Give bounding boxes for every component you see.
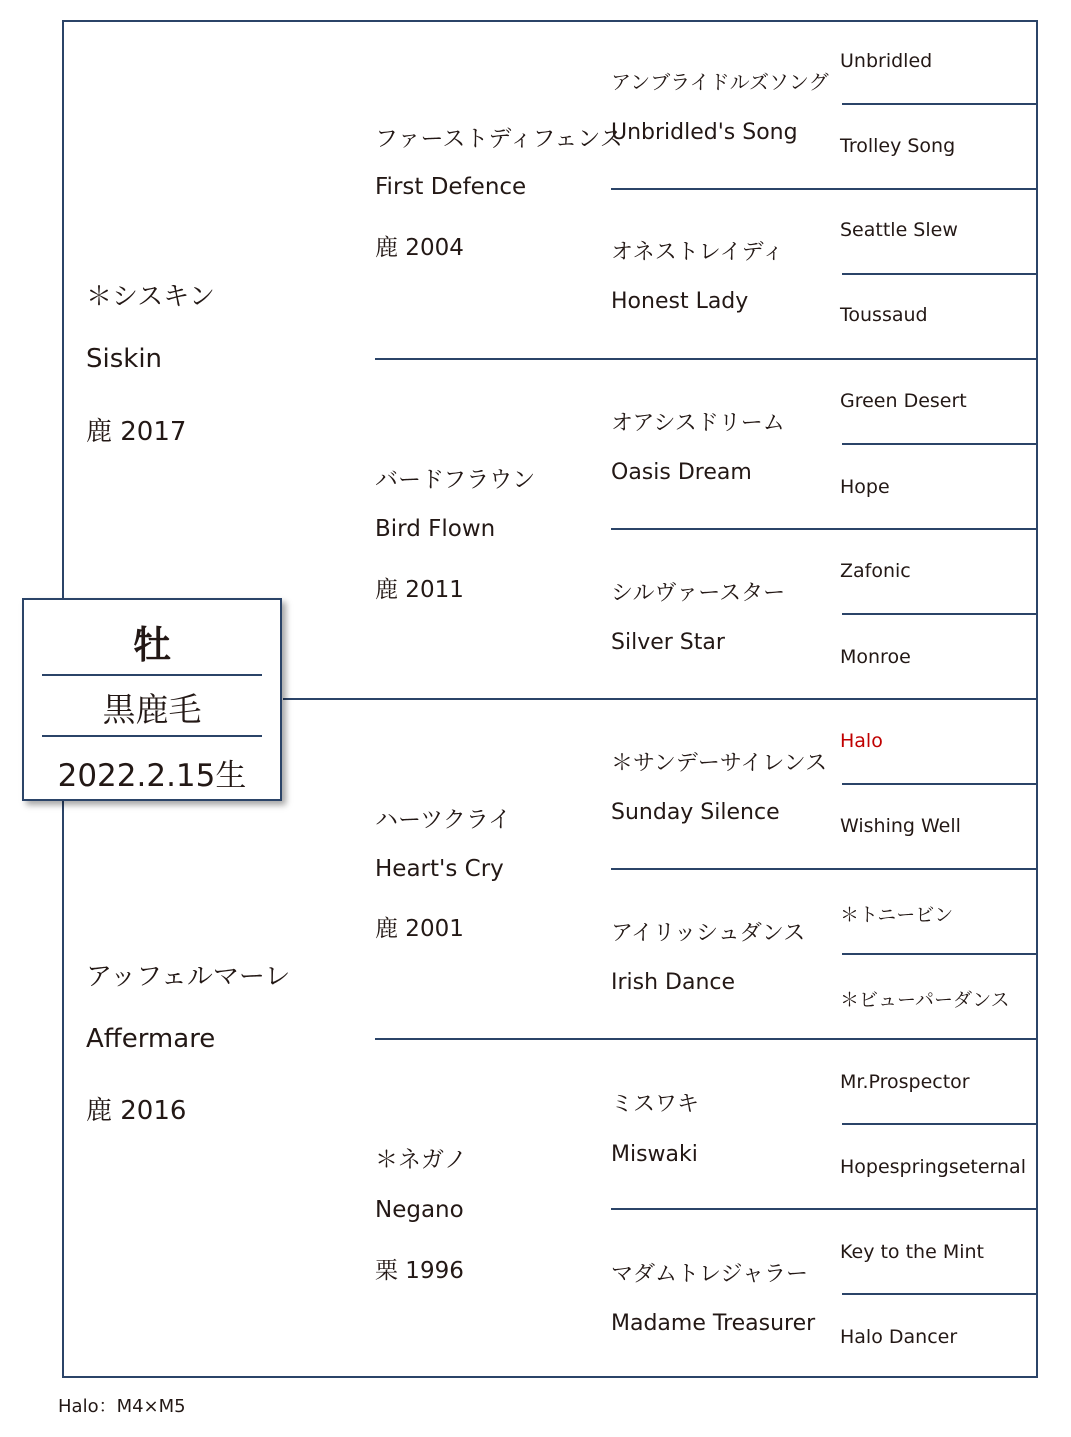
divider-gen4	[842, 443, 1038, 445]
sds-name-ja: オアシスドリーム	[611, 411, 785, 436]
divider-gen4	[842, 613, 1038, 615]
divider-gen3	[611, 1208, 1038, 1210]
ddsd-name: Hopespringseternal	[840, 1156, 1026, 1178]
sex-label: 牡	[132, 623, 171, 667]
dd-name-en: Negano	[375, 1197, 464, 1223]
ds-name-ja: ハーツクライ	[375, 807, 512, 833]
dds-name-ja: ミスワキ	[611, 1092, 700, 1117]
sdss-name: Green Desert	[840, 390, 967, 412]
dss-name-en: Sunday Silence	[611, 800, 780, 825]
coat-color-label: 黒鹿毛	[102, 690, 202, 729]
dsd-name-ja: アイリッシュダンス	[611, 921, 806, 946]
sss-name-en: Unbridled's Song	[611, 120, 798, 145]
inbreeding-note: Halo：M4×M5	[58, 1396, 186, 1417]
sds-name-en: Oasis Dream	[611, 460, 752, 485]
dsds-name: ＊トニービン	[840, 904, 954, 926]
sd-name-ja: バードフラウン	[375, 467, 536, 493]
divider-gen4	[842, 1293, 1038, 1295]
ddd-name-ja: マダムトレジャラー	[611, 1262, 809, 1287]
ssd-name-ja: オネストレイディ	[611, 240, 784, 265]
divider-gen3	[611, 868, 1038, 870]
dds-name-en: Miswaki	[611, 1142, 698, 1167]
divider-sire-dam	[283, 698, 1038, 700]
sdsd-name: Hope	[840, 476, 890, 498]
divider-gen4	[842, 273, 1038, 275]
badge-divider	[42, 735, 262, 737]
divider-gen4	[842, 783, 1038, 785]
ss-name-ja: ファーストディフェンス	[375, 126, 623, 152]
ssd-name-en: Honest Lady	[611, 289, 749, 314]
sssd-name: Trolley Song	[840, 135, 956, 157]
dsd-name-en: Irish Dance	[611, 970, 736, 995]
dam-info: 鹿 2016	[86, 1096, 187, 1126]
divider-gen4	[842, 103, 1038, 105]
ssds-name: Seattle Slew	[840, 219, 958, 241]
dddd-name: Halo Dancer	[840, 1326, 958, 1348]
birth-date-label: 2022.2.15生	[57, 758, 247, 794]
sd-name-en: Bird Flown	[375, 516, 496, 542]
badge-divider	[42, 674, 262, 676]
subject-badge	[22, 598, 282, 801]
sdd-name-ja: シルヴァースター	[611, 581, 786, 606]
dss-name-ja: ＊サンデーサイレンス	[611, 751, 828, 776]
ds-name-en: Heart's Cry	[375, 856, 504, 882]
dd-name-ja: ＊ネガノ	[375, 1147, 467, 1173]
sddd-name: Monroe	[840, 646, 911, 668]
dsdd-name: ＊ビューパーダンス	[840, 989, 1010, 1011]
sdds-name: Zafonic	[840, 560, 911, 582]
ddds-name: Key to the Mint	[840, 1241, 984, 1263]
dam-name-en: Affermare	[86, 1024, 216, 1054]
sire-info: 鹿 2017	[86, 417, 187, 447]
divider-gen2	[375, 358, 1038, 360]
dsss-name-highlight: Halo	[840, 730, 883, 752]
sd-info: 鹿 2011	[375, 577, 464, 603]
divider-gen3	[611, 188, 1038, 190]
divider-gen3	[611, 528, 1038, 530]
ddss-name: Mr.Prospector	[840, 1071, 970, 1093]
ss-info: 鹿 2004	[375, 235, 464, 261]
dd-info: 栗 1996	[375, 1258, 464, 1284]
ssdd-name: Toussaud	[840, 304, 928, 326]
dssd-name: Wishing Well	[840, 815, 961, 837]
divider-gen4	[842, 953, 1038, 955]
divider-gen4	[842, 1123, 1038, 1125]
ssss-name: Unbridled	[840, 50, 933, 72]
ss-name-en: First Defence	[375, 174, 527, 200]
sdd-name-en: Silver Star	[611, 630, 725, 655]
sss-name-ja: アンブライドルズソング	[611, 70, 829, 94]
sire-name-en: Siskin	[86, 344, 163, 374]
ddd-name-en: Madame Treasurer	[611, 1311, 816, 1336]
sire-name-ja: ＊シスキン	[86, 282, 215, 312]
divider-gen2	[375, 1038, 1038, 1040]
dam-name-ja: アッフェルマーレ	[86, 962, 291, 992]
ds-info: 鹿 2001	[375, 916, 464, 942]
